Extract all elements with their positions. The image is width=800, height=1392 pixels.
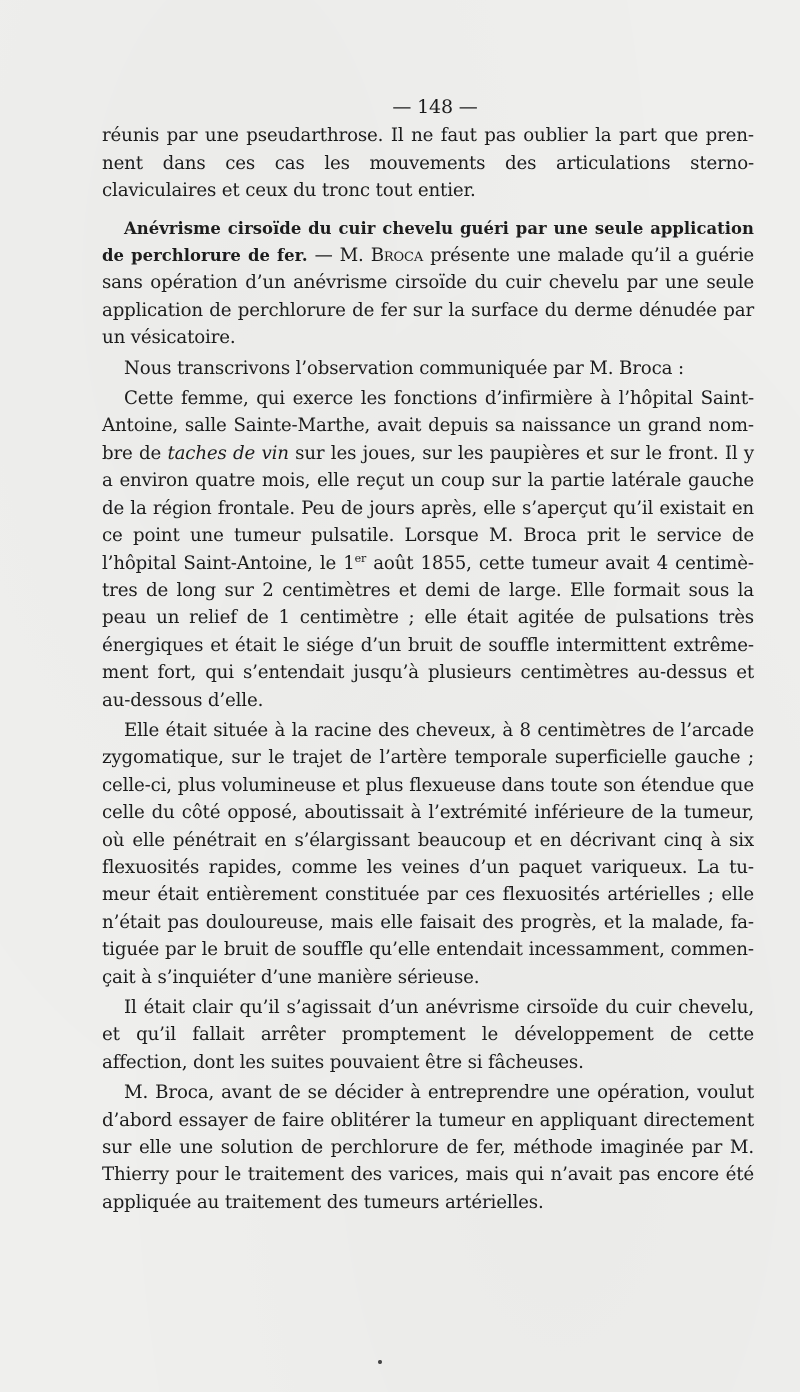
paragraph-tumor-location: Elle était située à la racine des cheveux, à 8 centimètres de l’arcade zygomatique, sur le trajet de l’artère temporale superficielle gauche ; celle-ci, plus volumineuse et plus flexueuse dans toute son étendue que celle du côté opposé, aboutissait à l’extrémité inférieure de la tumeur, où elle pénétrait en s’élargissant beaucoup et en décrivant cinq à six flexuosités rapides, comme les veines d’un paquet variqueux. La tumeur était entièrement constituée par ces flexuosités artérielles ; elle n’était pas douloureuse, mais elle faisait des progrès, et la malade, fatiguée par le bruit de souffle qu’elle entendait incessamment, commençait à s’inquiéter d’une manière sérieuse. — [102, 719, 754, 988]
case-text-superscript: er — [354, 551, 367, 565]
paragraph-diagnosis: Il était clair qu’il s’agissait d’un anévrisme cirsoïde du cuir chevelu, et qu’il fallait arrêter promptement le développement de cette affection, dont les suites pouvaient être si fâcheuses. — [102, 997, 754, 1073]
section-heading-paragraph — [102, 215, 754, 352]
paragraph-continuation: réunis par une pseudarthrose. Il ne faut pas oublier la part que prennent dans ces cas les mouvements des articulations sterno-claviculaires et ceux du tronc tout entier. — [102, 125, 754, 202]
page-number: — 148 — — [392, 96, 478, 118]
case-text-part-2: sur les joues, sur les paupières et sur le front. Il y a environ quatre mois, elle reçut un coup sur la partie latérale gauche de la région frontale. Peu de jours après, elle s’aperçut qu’il existait en ce point une tumeur pulsatile. Lorsque M. Broca prit le service de l’hôpital Saint-Antoine, le 1 — [102, 442, 754, 574]
case-text-italic: taches de vin — [167, 442, 289, 464]
paragraph-case-description — [102, 385, 754, 714]
section-heading-title: Anévrisme cirsoïde du cuir chevelu guéri par une seule application de perchlorure de fer. — [102, 218, 754, 266]
paper-speck — [378, 1360, 382, 1364]
page-text-block — [102, 94, 754, 1219]
paragraph-transcription-intro: Nous transcrivons l’observation communiquée par M. Broca : — [124, 357, 684, 379]
paragraph-treatment: M. Broca, avant de se décider à entreprendre une opération, voulut d’abord essayer de faire oblitérer la tumeur en appliquant directement sur elle une solution de perchlorure de fer, méthode imaginée par M. Thierry pour le traitement des varices, mais qui n’avait pas encore été appliquée au traitement des tumeurs artérielles. — [102, 1082, 754, 1213]
heading-author-name: Broca — [370, 245, 424, 267]
case-text-part-3: août 1855, cette tumeur avait 4 centimètres de long sur 2 centimètres et demi de large. Elle formait sous la peau un relief de 1 centimètre ; elle était agitée de pulsations très énergiques et était le siége d’un bruit de souffle intermittent extrêmement fort, qui s’entendait jusqu’à plusieurs centimètres au-dessus et au-dessous d’elle. — [102, 552, 754, 711]
case-text-part-1: Cette femme, qui exerce les fonctions d’infirmière à l’hôpital Saint-Antoine, salle Sainte-Marthe, avait depuis sa naissance un grand nombre de — [102, 388, 754, 464]
heading-dash: — M. — [307, 245, 371, 267]
heading-body-text: présente une malade qu’il a guérie sans opération d’un anévrisme cirsoïde du cuir chevelu par une seule application de perchlorure de fer sur la surface du derme dénudée par un vésicatoire. — [102, 245, 754, 349]
